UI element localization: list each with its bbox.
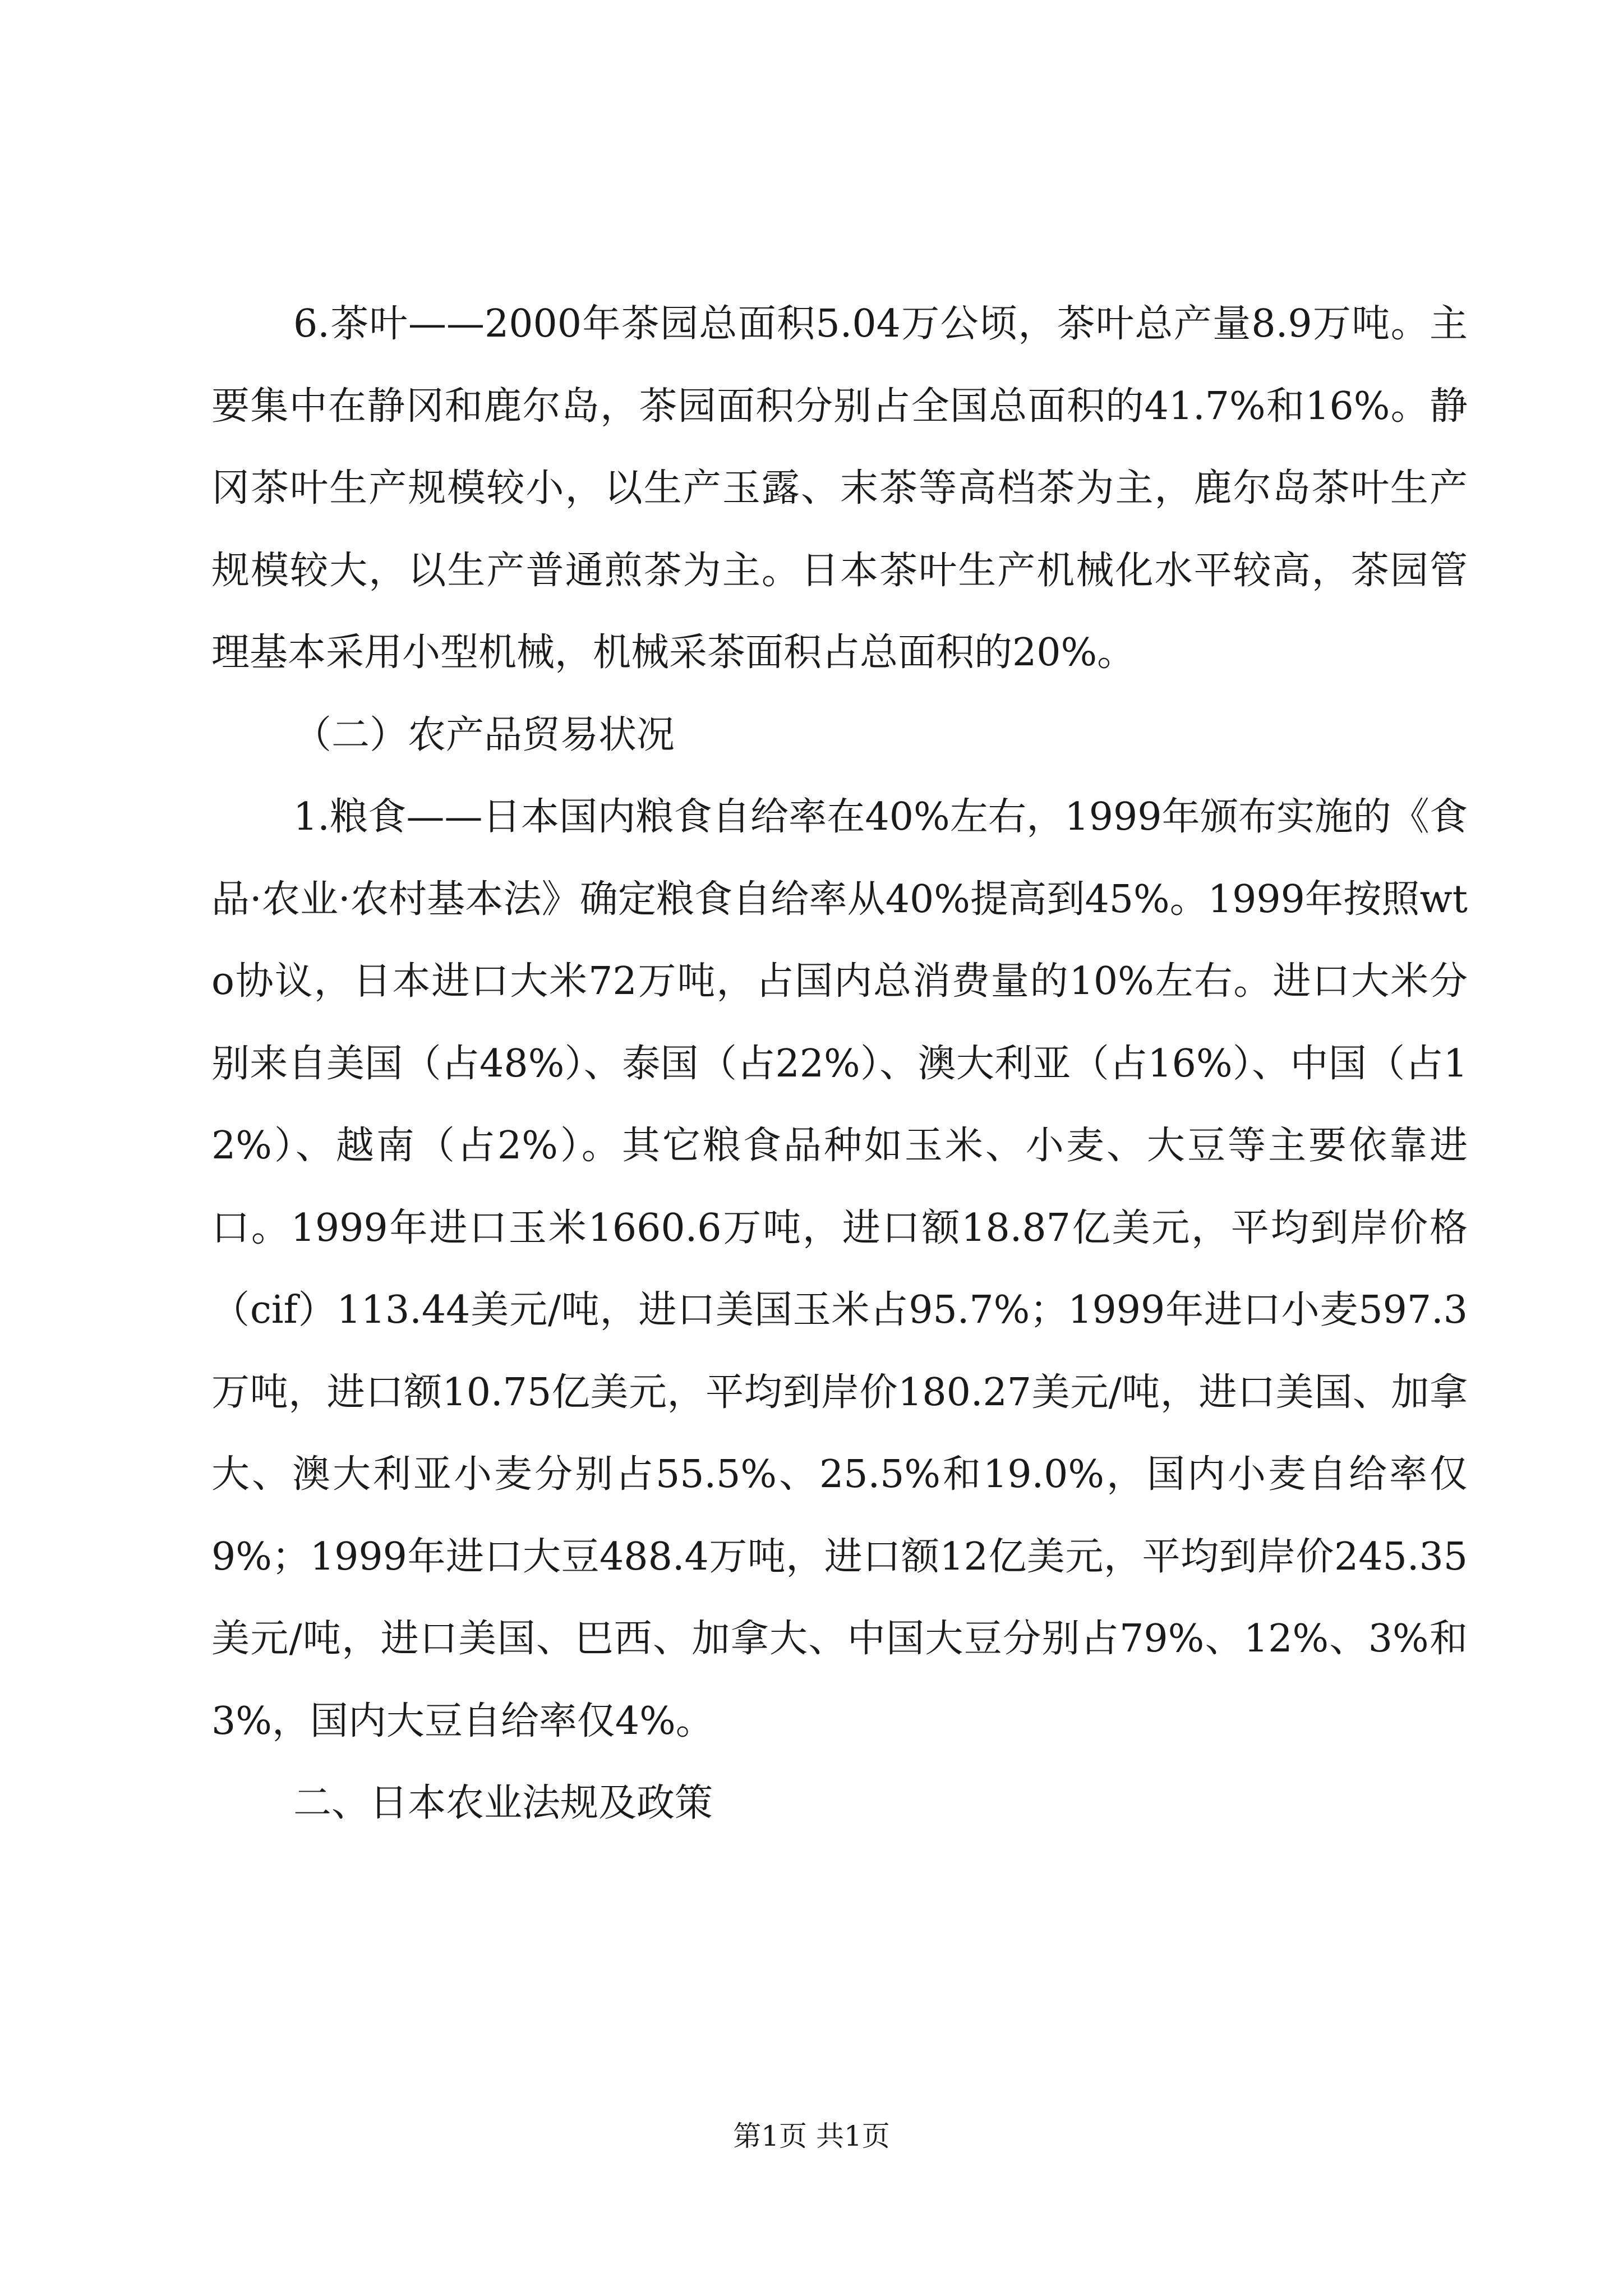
section-heading-trade: （二）农产品贸易状况 [293, 712, 675, 757]
paragraph-tea: 6.茶叶——2000年茶园总面积5.04万公顷，茶叶总产量8.9万吨。主要集中在静冈和鹿尔岛，茶园面积分别占全国总面积的41.7%和16%。静冈茶叶生产规模较小，以生产玉露、末茶等高档茶为主，鹿尔岛茶叶生产规模较大，以生产普通煎茶为主。日本茶叶生产机械化水平较高，茶园管理基本采用小型机械，机械采茶面积占总面积的20%。 [211, 302, 1468, 675]
document-body [211, 283, 1468, 1845]
paragraph-grain: 1.粮食——日本国内粮食自给率在40%左右，1999年颁布实施的《食品·农业·农村基本法》确定粮食自给率从40%提高到45%。1999年按照wto协议，日本进口大米72万吨，占国内总消费量的10%左右。进口大米分别来自美国（占48%）、泰国（占22%）、澳大利亚（占16%）、中国（占12%）、越南（占2%）。其它粮食品种如玉米、小麦、大豆等主要依靠进口。1999年进口玉米1660.6万吨，进口额18.87亿美元，平均到岸价格（cif）113.44美元/吨，进口美国玉米占95.7%；1999年进口小麦597.3万吨，进口额10.75亿美元，平均到岸价180.27美元/吨，进口美国、加拿大、澳大利亚小麦分别占55.5%、25.5%和19.0%，国内小麦自给率仅9%；1999年进口大豆488.4万吨，进口额12亿美元，平均到岸价245.35美元/吨，进口美国、巴西、加拿大、中国大豆分别占79%、12%、3%和3%，国内大豆自给率仅4%。 [211, 795, 1468, 1743]
page-footer: 第1页 共1页 [733, 2120, 890, 2152]
section-heading-policy: 二、日本农业法规及政策 [293, 1781, 713, 1825]
